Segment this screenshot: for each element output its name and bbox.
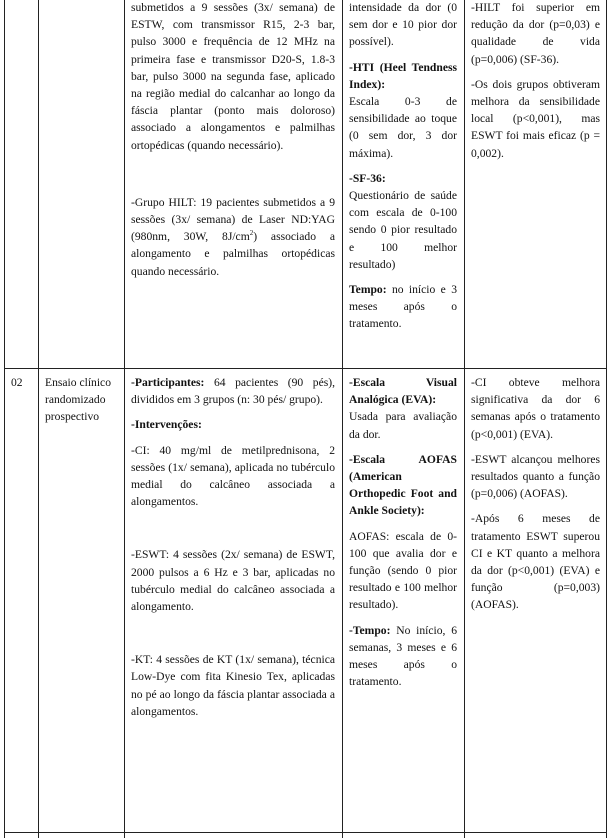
study-design: Ensaio clínico randomizado prospectivo [45, 376, 112, 424]
row2-measures-cell [349, 374, 457, 690]
aofas-description: AOFAS: escala de 0-100 que avalia dor e função (sendo 0 pior resultado e 100 melhor resultado). [349, 529, 457, 612]
eswt-description: -ESWT: 4 sessões (2x/ semana) de ESWT, 2000 pulsos a 6 Hz e 3 bar, aplicadas no tubérculo medial do calcâneo associada a alongamento. [131, 548, 335, 614]
hti-title: -HTI (Heel Tendness Index): [349, 60, 457, 91]
table-divider-4 [464, 0, 465, 838]
result-2: -ESWT alcançou melhores resultados quanto a função (p=0,006) (AOFAS). [471, 452, 600, 501]
row1-methods-cell [131, 0, 335, 280]
table-divider-1 [38, 0, 39, 838]
result-3: -Após 6 meses de tratamento ESWT superou CI e KT quanto a melhora da dor (p<0,001) (EVA) e função (p=0,003) (AOFAS). [471, 512, 600, 612]
result-1: -HILT foi superior em redução da dor (p=0,03) e qualidade de vida (p=0,006) (SF-36). [471, 1, 600, 66]
row1-measures-cell [349, 0, 457, 333]
result-1: -CI obteve melhora significativa da dor 6 semanas após o tratamento (p<0,001) (EVA). [471, 376, 600, 441]
tempo-text: Tempo: no início e 3 meses após o tratamento. [349, 283, 457, 331]
sf36-title: -SF-36: [349, 171, 386, 185]
table-border-right [606, 0, 607, 838]
hilt-group-description: -Grupo HILT: 19 pacientes submetidos a 9 sessões (3x/ semana) de Laser ND:YAG (980nm, 30W, $8J/cm^2$) associado a alongamento e palmilhas ortopédicas quando necessário. [131, 195, 335, 278]
row2-methods-cell [131, 374, 335, 720]
eva-description: intensidade da dor (0 sem dor e 10 pior dor possível). [349, 1, 457, 49]
kt-description: -KT: 4 sessões de KT (1x/ semana), técnica Low-Dye com fita Kinesio Tex, aplicadas no pé ao longo da fáscia plantar associada a alongamentos. [131, 653, 335, 718]
eswt-group-description: submetidos a 9 sessões (3x/ semana) de ESTW, com transmissor R15, 2-3 bar, pulso 3000 e frequência de 12 MHz na primeira fase e transmissor D20-S, 1.8-3 bar, pulso 3000 na segunda fase, aplicado na região medial do calcanhar ao longo da fáscia plantar (ponto mais doloroso) associado a alongamentos e palmilhas ortopédicas (quando necessário). [131, 1, 335, 152]
row2-design-cell [45, 374, 123, 426]
hti-description: Escala 0-3 de sensibilidade ao toque (0 sem dor, 3 dor máxima). [349, 95, 457, 160]
table-divider-3 [342, 0, 343, 838]
row-separator-bottom [4, 832, 607, 833]
sf36-description: Questionário de saúde com escala de 0-100 sendo 0 pior resultado e 100 melhor resultado) [349, 189, 457, 271]
eva-title: -Escala Visual Analógica (EVA): [349, 376, 457, 407]
eva-description: Usada para avaliação da dor. [349, 410, 457, 441]
table-divider-2 [124, 0, 125, 838]
row2-results-cell [471, 374, 600, 614]
row-separator [4, 368, 607, 369]
participants-text: -Participantes: 64 pacientes (90 pés), divididos em 3 grupos (n: 30 pés/ grupo). [131, 376, 335, 407]
table-border-left [4, 0, 5, 838]
tempo-text: -Tempo: No início, 6 semanas, 3 meses e 6 meses após o tratamento. [349, 623, 457, 689]
aofas-title: -Escala AOFAS (American Orthopedic Foot and Ankle Society): [349, 452, 457, 518]
study-number: 02 [11, 376, 23, 389]
interventions-title: -Intervenções: [131, 418, 202, 432]
result-2: -Os dois grupos obtiveram melhora da sensibilidade local (p<0,001), mas ESWT foi mais eficaz (p = 0,002). [471, 77, 600, 160]
ci-description: -CI: 40 mg/ml de metilprednisona, 2 sessões (1x/ semana), aplicada no tubérculo medial do calcâneo associada a alongamentos. [131, 443, 335, 509]
row1-results-cell [471, 0, 600, 162]
row2-number-cell [11, 374, 35, 391]
